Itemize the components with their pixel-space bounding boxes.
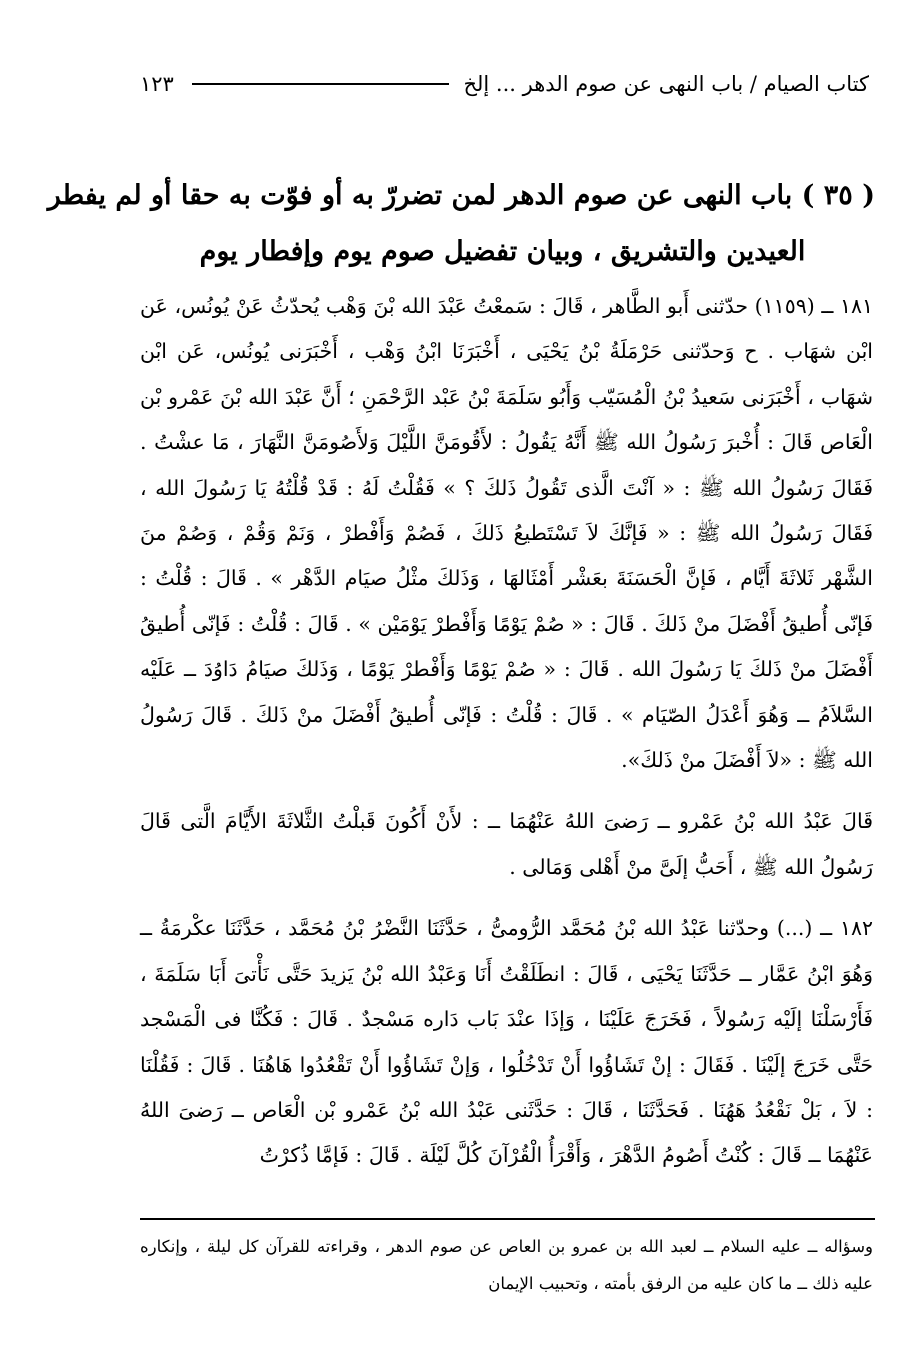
chapter-heading	[47, 168, 875, 280]
hadith-181: ١٨١ ــ (١١٥٩) حدّثنى أَبو الطَّاهر ، قَالَ : سَمعْتُ عَبْدَ الله بْنَ وَهْب يُحدّثُ عَنْ يُونُس، عَن ابْن شهَاب . ح وَحدّثنى حَرْمَلَةُ بْنُ يَحْيَى ، أَخْبَرَنَا ابْنُ وَهْب ، أَخْبَرَنى يُونُس، عَن ابْن شهَاب ، أَخْبَرَنى سَعيدُ بْنُ الْمُسَيّب وَأَبُو سَلَمَةَ بْنُ عَبْد الرَّحْمَنِ ؛ أَنَّ عَبْدَ الله بْنَ عَمْرو بْن الْعَاص قَالَ : أُخْبرَ رَسُولُ الله ﷺ أَنَّهُ يَقُولُ : لأَقُومَنَّ اللَّيْلَ وَلأَصُومَنَّ النَّهَارَ ، مَا عشْتُ . فَقَالَ رَسُولُ الله ﷺ : « آنْتَ الَّذى تَقُولُ ذَلكَ ؟ » فَقُلْتُ لَهُ : قَدْ قُلْتُهُ يَا رَسُولَ الله ، فَقَالَ رَسُولُ الله ﷺ : « فَإنَّكَ لاَ تَسْتَطيعُ ذَلكَ ، فَصُمْ وَأَفْطرْ ، وَنَمْ وَقُمْ ، وَصُمْ منَ الشَّهْر ثَلاثَةَ أَيَّام ، فَإنَّ الْحَسَنَةَ بعَشْر أَمْثَالهَا ، وَذَلكَ مثْلُ صيَام الدَّهْر » . قَالَ : قُلْتُ : فَإنّى أُطيقُ أَفْضَلَ منْ ذَلكَ . قَالَ : « صُمْ يَوْمًا وَأَفْطرْ يَوْمَيْن » . قَالَ : قُلْتُ : فَإنّى أُطيقُ أَفْضَلَ منْ ذَلكَ يَا رَسُولَ الله . قَالَ : « صُمْ يَوْمًا وَأَفْطرْ يَوْمًا ، وَذَلكَ صيَامُ دَاوُدَ ــ عَلَيْه السَّلاَمُ ــ وَهُوَ أَعْدَلُ الصّيَام » . قَالَ : قُلْتُ : فَإنّى أُطيقُ أَفْضَلَ منْ ذَلكَ . قَالَ رَسُولُ الله ﷺ : «لاَ أَفْضَلَ منْ ذَلكَ».	[140, 294, 873, 773]
header-title: كتاب الصيام / باب النهى عن صوم الدهر ... إلخ	[463, 72, 869, 96]
footnote	[140, 1228, 873, 1302]
ibn-amr-comment: قَالَ عَبْدُ الله بْنُ عَمْرو ــ رَضىَ اللهُ عَنْهُمَا ــ : لأَنْ أَكُونَ قَبلْتُ الثَّلاثَةَ الأَيَّامَ الَّتى قَالَ رَسُولُ الله ﷺ ، أَحَبُّ إلَىَّ منْ أَهْلى وَمَالى .	[140, 809, 873, 879]
header-rule	[192, 83, 450, 85]
chapter-heading-line-2: العيدين والتشريق ، وبيان تفضيل صوم يوم وإفطار يوم	[199, 236, 806, 267]
main-text	[140, 284, 873, 1179]
hadith-182: ١٨٢ ــ (...) وحدّثنا عَبْدُ الله بْنُ مُحَمَّد الرُّومىُّ ، حَدَّثَنَا النَّضْرُ بْنُ مُحَمَّد ، حَدَّثَنَا عكْرمَةُ ــ وَهُوَ ابْنُ عَمَّار ــ حَدَّثَنَا يَحْيَى ، قَالَ : انطَلَقْتُ أَنَا وَعَبْدُ الله بْنُ يَزيدَ حَتَّى نَأْتىَ أَبَا سَلَمَةَ ، فَأَرْسَلْنَا إلَيْه رَسُولاً ، فَخَرَجَ عَلَيْنَا ، وَإذَا عنْدَ بَاب دَاره مَسْجدٌ . قَالَ : فَكُنَّا فى الْمَسْجد حَتَّى خَرَجَ إلَيْنَا . فَقَالَ : إنْ تَشَاؤُوا أَنْ تَدْخُلُوا ، وَإنْ تَشَاؤُوا أَنْ تَقْعُدُوا هَاهُنَا . قَالَ : فَقُلْنَا : لاَ ، بَلْ نَقْعُدُ هَهُنَا . فَحَدَّثَنَا ، قَالَ : حَدَّثَنى عَبْدُ الله بْنُ عَمْرو بْن الْعَاص ــ رَضىَ اللهُ عَنْهُمَا ــ قَالَ : كُنْتُ أَصُومُ الدَّهْرَ ، وَأَقْرَأُ الْقُرْآنَ كُلَّ لَيْلَة . قَالَ : فَإمَّا ذُكرْتُ	[140, 916, 873, 1168]
page-number: ١٢٣	[140, 72, 174, 96]
footnote-separator	[140, 1218, 875, 1220]
chapter-heading-line-1: ( ٣٥ ) باب النهى عن صوم الدهر لمن تضررّ به أو فوّت به حقا أو لم يفطر	[47, 180, 875, 211]
footnote-text: وسؤاله ــ عليه السلام ــ لعبد الله بن عمرو بن العاص عن صوم الدهر ، وقراءته للقرآن كل ليلة ، وإنكاره عليه ذلك ــ ما كان عليه من الرفق بأمته ، وتحبيب الإيمان	[140, 1237, 873, 1293]
running-header	[140, 66, 869, 102]
